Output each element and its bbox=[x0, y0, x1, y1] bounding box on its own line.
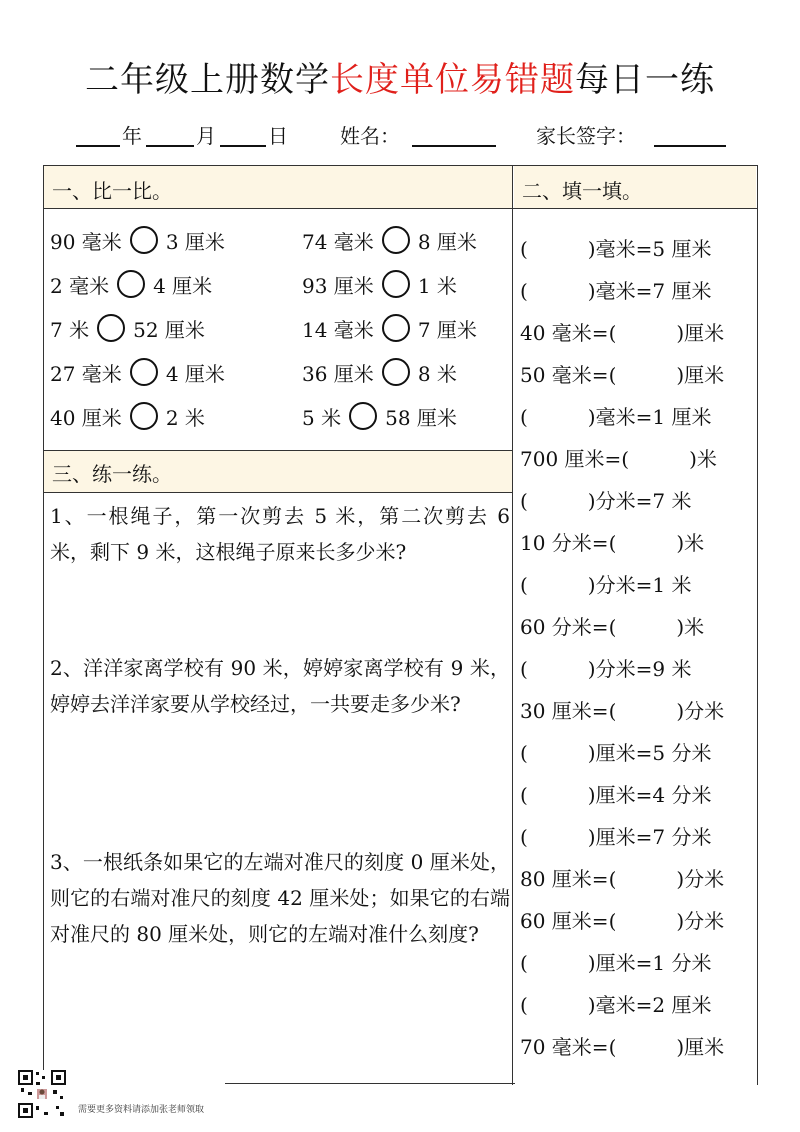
compare-item: 5 米 58 厘米 bbox=[302, 401, 457, 431]
column-divider bbox=[512, 165, 513, 1085]
parent-signature-label: 家长签字： bbox=[536, 124, 636, 148]
day-label: 日 bbox=[268, 124, 288, 148]
fill-item[interactable]: ( )毫米=5 厘米 bbox=[520, 237, 712, 261]
section3-header-divider bbox=[43, 492, 513, 493]
section1-header: 一、比一比。 bbox=[52, 179, 172, 203]
compare-item: 36 厘米 8 米 bbox=[302, 357, 457, 387]
day-blank[interactable] bbox=[220, 145, 266, 147]
parent-signature-field[interactable] bbox=[654, 145, 726, 147]
fill-item[interactable]: ( )毫米=2 厘米 bbox=[520, 993, 712, 1017]
compare-item: 74 毫米 8 厘米 bbox=[302, 225, 477, 255]
compare-circle[interactable] bbox=[382, 358, 410, 386]
name-label: 姓名： bbox=[340, 124, 400, 148]
section3-top-border bbox=[43, 450, 513, 451]
fill-item[interactable]: 80 厘米=( )分米 bbox=[520, 867, 725, 891]
fill-item[interactable]: 40 毫米=( )厘米 bbox=[520, 321, 725, 345]
title-highlight: 长度单位易错题 bbox=[330, 60, 575, 100]
fill-item[interactable]: ( )分米=1 米 bbox=[520, 573, 692, 597]
compare-circle[interactable] bbox=[97, 314, 125, 342]
compare-circle[interactable] bbox=[130, 226, 158, 254]
fill-item[interactable]: 50 毫米=( )厘米 bbox=[520, 363, 725, 387]
word-problem: 2、洋洋家离学校有 90 米，婷婷家离学校有 9 米，婷婷去洋洋家要从学校经过，一共要走多少米? bbox=[50, 656, 510, 716]
compare-circle[interactable] bbox=[117, 270, 145, 298]
qr-code-icon bbox=[18, 1070, 66, 1118]
fill-item[interactable]: 60 分米=( )米 bbox=[520, 615, 705, 639]
fill-item[interactable]: 70 毫米=( )厘米 bbox=[520, 1035, 725, 1059]
compare-item: 7 米 52 厘米 bbox=[50, 313, 205, 343]
compare-circle[interactable] bbox=[382, 270, 410, 298]
fill-item[interactable]: 10 分米=( )米 bbox=[520, 531, 705, 555]
section2-header: 二、填一填。 bbox=[522, 179, 642, 203]
month-label: 月 bbox=[196, 124, 216, 148]
title-part1: 二年级上册数学 bbox=[85, 60, 330, 100]
table-top-border bbox=[43, 165, 757, 166]
fill-item[interactable]: ( )厘米=5 分米 bbox=[520, 741, 712, 765]
compare-item: 2 毫米 4 厘米 bbox=[50, 269, 212, 299]
fill-item[interactable]: ( )厘米=7 分米 bbox=[520, 825, 712, 849]
compare-circle[interactable] bbox=[382, 226, 410, 254]
page-title bbox=[0, 52, 800, 101]
compare-item: 90 毫米 3 厘米 bbox=[50, 225, 225, 255]
fill-item[interactable]: 30 厘米=( )分米 bbox=[520, 699, 725, 723]
compare-circle[interactable] bbox=[130, 402, 158, 430]
name-field[interactable] bbox=[412, 145, 496, 147]
fill-item[interactable]: ( )分米=9 米 bbox=[520, 657, 692, 681]
year-blank[interactable] bbox=[76, 145, 120, 147]
title-part2: 每日一练 bbox=[575, 60, 715, 100]
compare-item: 93 厘米 1 米 bbox=[302, 269, 457, 299]
fill-item[interactable]: ( )厘米=4 分米 bbox=[520, 783, 712, 807]
fill-item[interactable]: ( )厘米=1 分米 bbox=[520, 951, 712, 975]
footer-note: 需要更多资料请添加张老师领取 bbox=[78, 1105, 205, 1115]
table-left-border bbox=[43, 165, 44, 1085]
compare-circle[interactable] bbox=[382, 314, 410, 342]
fill-item[interactable]: 700 厘米=( )米 bbox=[520, 447, 717, 471]
word-problem: 3、一根纸条如果它的左端对准尺的刻度 0 厘米处，则它的右端对准尺的刻度 42 厘米处；如果它的右端对准尺的 80 厘米处，则它的左端对准什么刻度? bbox=[50, 850, 510, 946]
section3-header: 三、练一练。 bbox=[52, 462, 172, 486]
fill-item[interactable]: 60 厘米=( )分米 bbox=[520, 909, 725, 933]
word-problem: 1、一根绳子，第一次剪去 5 米，第二次剪去 6 米，剩下 9 米，这根绳子原来长多少米? bbox=[50, 504, 510, 564]
fill-item[interactable]: ( )分米=7 米 bbox=[520, 489, 692, 513]
year-label: 年 bbox=[122, 124, 142, 148]
table-right-border bbox=[757, 165, 758, 1085]
compare-circle[interactable] bbox=[130, 358, 158, 386]
fill-item[interactable]: ( )毫米=7 厘米 bbox=[520, 279, 712, 303]
fill-item[interactable]: ( )毫米=1 厘米 bbox=[520, 405, 712, 429]
student-info-line bbox=[0, 120, 800, 152]
compare-item: 40 厘米 2 米 bbox=[50, 401, 205, 431]
header-divider bbox=[43, 208, 757, 209]
month-blank[interactable] bbox=[146, 145, 194, 147]
compare-item: 14 毫米 7 厘米 bbox=[302, 313, 477, 343]
compare-item: 27 毫米 4 厘米 bbox=[50, 357, 225, 387]
footer-divider bbox=[225, 1083, 515, 1084]
compare-circle[interactable] bbox=[349, 402, 377, 430]
